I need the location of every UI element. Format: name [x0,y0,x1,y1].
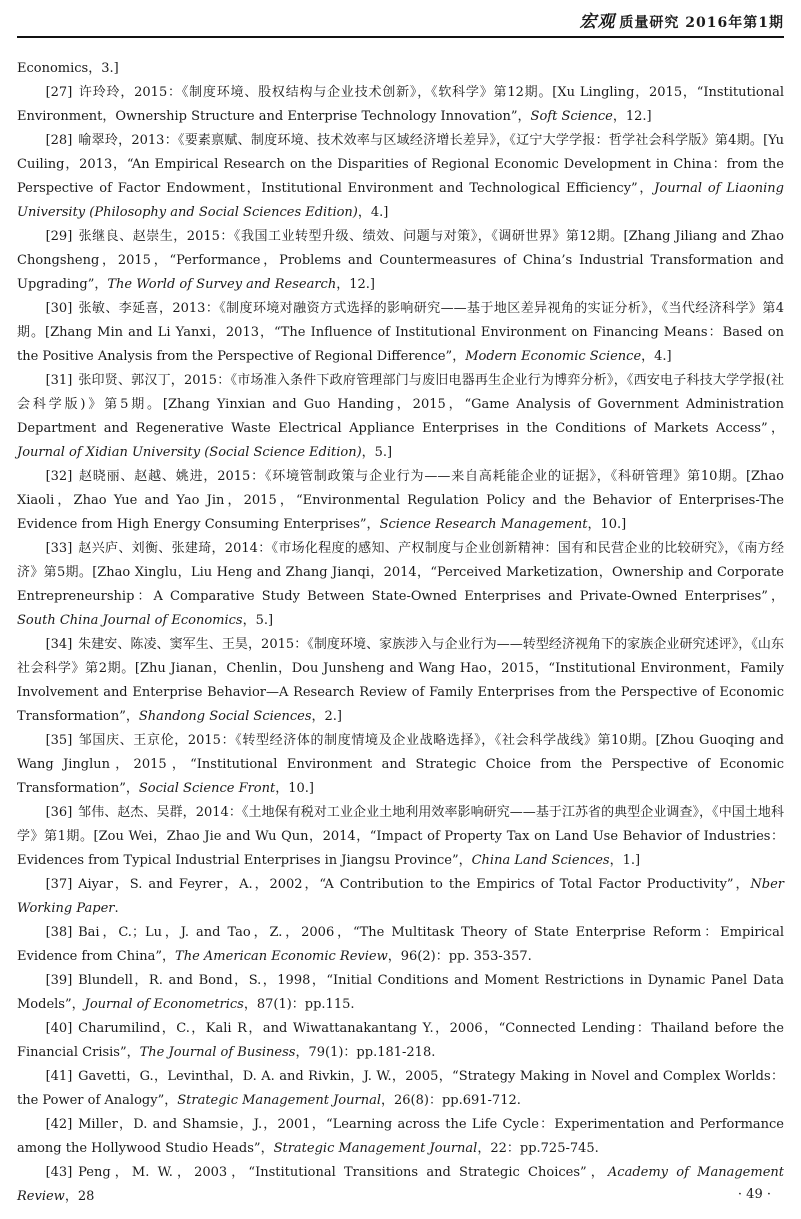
reference-tail: ，22：pp.725-745. [477,1141,599,1156]
reference-number: [37] [45,877,73,892]
reference-journal: Shandong Social Sciences [138,709,312,724]
reference-item [17,801,784,873]
reference-tail: ，2.] [311,709,342,724]
reference-text: 朱建安、陈凌、窦军生、王昊，2015：《制度环境、家族涉入与企业行为——转型经济视角下的家族企业研究述评》，《山东社会科学》第2期。[Zhu Jianan，Chenlin，Dou Junsheng and Wang Hao，2015，“Institutional Environment，Family Involvement and Enterprise Behavior—A Research Review of Family Enterprises from the Perspective of Economic Transformation”， [17,637,784,724]
reference-item [17,633,784,729]
reference-tail: ，4.] [641,349,672,364]
reference-text: 张敏、李延喜，2013：《制度环境对融资方式选择的影响研究——基于地区差异视角的实证分析》，《当代经济科学》第4期。[Zhang Min and Li Yanxi，2013，“The Influence of Institutional Environment on Financing Means：Based on the Positive Analysis from the Perspective of Regional Difference”， [17,301,784,364]
running-header [17,8,784,38]
reference-item [17,369,784,465]
reference-text: 张印贤、郭汉丁，2015：《市场准入条件下政府管理部门与废旧电器再生企业行为博弈分析》，《西安电子科技大学学报(社会科学版)》第5期。[Zhang Yinxian and Guo Handing，2015，“Game Analysis of Government Administration Department and Regenerative Waste Electrical Appliance Enterprises in the Conditions of Markets Access”， [17,373,784,436]
reference-tail: ，26(8)：pp.691-712. [380,1093,521,1108]
reference-number: [28] [45,133,73,148]
reference-tail: ，4.] [357,205,389,220]
reference-text: Aiyar，S. and Feyrer，A.，2002，“A Contribution to the Empirics of Total Factor Productivity”， [78,877,751,892]
reference-journal: Journal of Econometrics [84,997,244,1012]
reference-journal: Modern Economic Science [465,349,642,364]
reference-number: [27] [45,85,73,100]
reference-tail: . [114,901,119,916]
reference-journal: Science Research Management [379,517,588,532]
reference-tail: ，12.] [336,277,375,292]
reference-journal: Strategic Management Journal [273,1141,478,1156]
continuation-line: Economics，3.] [17,61,119,76]
reference-list [17,57,784,1209]
reference-number: [32] [45,469,73,484]
reference-tail: ，5.] [361,445,393,460]
reference-journal: Soft Science [530,109,613,124]
reference-tail: ，28 [64,1189,95,1204]
reference-number: [42] [45,1117,73,1132]
reference-item [17,1161,784,1209]
reference-journal: The Journal of Business [139,1045,296,1060]
reference-text: Blundell，R. and Bond，S.，1998，“Initial Conditions and Moment Restrictions in Dynamic Panel Data Models”， [17,973,784,1012]
reference-tail: ，87(1)：pp.115. [243,997,355,1012]
reference-text: 许玲玲，2015：《制度环境、股权结构与企业技术创新》，《软科学》第12期。[Xu Lingling，2015，“Institutional Environment，Ownership Structure and Enterprise Technology Innovation”， [17,85,784,124]
reference-text: 赵兴庐、刘衡、张建琦，2014：《市场化程度的感知、产权制度与企业创新精神：国有和民营企业的比较研究》，《南方经济》第5期。[Zhao Xinglu，Liu Heng and Zhang Jianqi，2014，“Perceived Marketization，Ownership and Corporate Entrepreneurship：A Comparative Study Between State-Owned Enterprises and Private-Owned Enterprises”， [17,541,784,604]
reference-number: [29] [45,229,73,244]
reference-journal: Strategic Management Journal [177,1093,381,1108]
journal-issue: 质量研究 2016年第1期 [619,15,784,31]
reference-number: [40] [45,1021,73,1036]
reference-journal: Journal of Xidian University (Social Science Edition) [17,445,362,460]
reference-journal: China Land Sciences [471,853,610,868]
reference-item [17,873,784,921]
reference-number: [34] [45,637,73,652]
reference-number: [43] [45,1165,73,1180]
reference-item [17,81,784,129]
reference-item [17,225,784,297]
reference-journal: The World of Survey and Research [107,277,337,292]
reference-item [17,465,784,537]
reference-number: [31] [45,373,73,388]
reference-tail: ，96(2)：pp. 353-357. [387,949,532,964]
page-number: · 49 · [737,1187,771,1202]
reference-text: Gavetti，G.，Levinthal，D. A. and Rivkin，J. W.，2005，“Strategy Making in Novel and Complex Worlds：the Power of Analogy”， [17,1069,784,1108]
reference-item [17,297,784,369]
reference-number: [30] [45,301,73,316]
reference-item [17,1017,784,1065]
reference-text: 赵晓丽、赵越、姚进，2015：《环境管制政策与企业行为——来自高耗能企业的证据》，《科研管理》第10期。[Zhao Xiaoli，Zhao Yue and Yao Jin，2015，“Environmental Regulation Policy and the Behavior of Enterprises-The Evidence from High Energy Consuming Enterprises”， [17,469,784,532]
reference-item [17,729,784,801]
reference-text: Bai，C.；Lu，J. and Tao，Z.，2006，“The Multitask Theory of State Enterprise Reform：Empirical Evidence from China”， [17,925,784,964]
reference-item [17,537,784,633]
reference-tail: ，12.] [612,109,652,124]
reference-tail: ，79(1)：pp.181-218. [295,1045,436,1060]
reference-number: [36] [45,805,73,820]
reference-journal: South China Journal of Economics [17,613,243,628]
journal-title [579,7,784,32]
reference-journal: The American Economic Review [175,949,388,964]
reference-journal: Nber Working Paper [17,877,784,916]
reference-journal: Social Science Front [138,781,276,796]
reference-item [17,969,784,1017]
reference-tail: ，1.] [609,853,641,868]
reference-text: 喻翠玲，2013：《要素禀赋、制度环境、技术效率与区域经济增长差异》，《辽宁大学学报：哲学社会科学版》第4期。[Yu Cuiling，2013，“An Empirical Research on the Disparities of Regional Economic Development in China：from the Perspective of Factor Endowment，Institutional Environment and Technological Efficiency”， [17,133,784,196]
reference-number: [33] [45,541,73,556]
reference-text: Miller，D. and Shamsie，J.，2001，“Learning across the Life Cycle：Experimentation and Performance among the Hollywood Studio Heads”， [17,1117,784,1156]
reference-tail: ，5.] [242,613,274,628]
reference-number: [39] [45,973,73,988]
reference-tail: ，10.] [587,517,627,532]
reference-text: 邹国庆、王京伦，2015：《转型经济体的制度情境及企业战略选择》，《社会科学战线》第10期。[Zhou Guoqing and Wang Jinglun，2015，“Institutional Environment and Strategic Choice from the Perspective of Economic Transformation”， [17,733,784,796]
reference-item [17,1113,784,1161]
reference-item [17,1065,784,1113]
reference-item [17,129,784,225]
reference-journal: Academy of Management Review [17,1165,784,1204]
reference-text: 张继良、赵崇生，2015：《我国工业转型升级、绩效、问题与对策》，《调研世界》第12期。[Zhang Jiliang and Zhao Chongsheng，2015，“Performance，Problems and Countermeasures of China’s Industrial Transformation and Upgrading”， [17,229,784,292]
reference-item [17,921,784,969]
reference-text: 邹伟、赵杰、吴群，2014：《土地保有税对工业企业土地利用效率影响研究——基于江苏省的典型企业调查》，《中国土地科学》第1期。[Zou Wei，Zhao Jie and Wu Qun，2014，“Impact of Property Tax on Land Use Behavior of Industries：Evidences from Typical Industrial Enterprises in Jiangsu Province”， [17,805,784,868]
reference-text: Peng，M. W.，2003，“Institutional Transitions and Strategic Choices”， [78,1165,608,1180]
reference-journal: Journal of Liaoning University (Philosophy and Social Sciences Edition) [17,181,784,220]
journal-brand: 宏观 [579,12,616,32]
reference-number: [41] [45,1069,73,1084]
reference-number: [38] [45,925,73,940]
reference-number: [35] [45,733,73,748]
reference-tail: ，10.] [275,781,314,796]
reference-text: Charumilind，C.，Kali R，and Wiwattanakantang Y.，2006，“Connected Lending：Thailand before the Financial Crisis”， [17,1021,784,1060]
